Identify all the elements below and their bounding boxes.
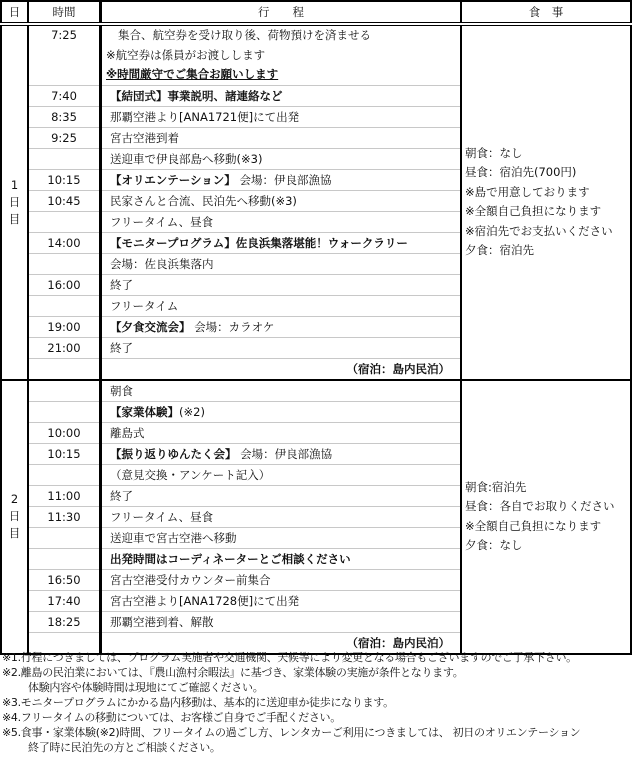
- activity-cell: [101, 148, 462, 169]
- time-cell: [28, 148, 101, 169]
- time-cell: 11:00: [28, 485, 101, 506]
- lodging-label: （宿泊：島内民泊）: [101, 358, 462, 380]
- activity-cell: [101, 506, 462, 527]
- note: 終了時に民泊先の方とご相談ください。: [28, 741, 221, 754]
- time-cell: 19:00: [28, 316, 101, 337]
- meals-cell: [461, 24, 631, 380]
- activity-text: 民家さんと合流、民泊先へ移動(※3): [110, 193, 297, 208]
- activity-line: ※時間厳守でご集合お願いします: [106, 67, 279, 81]
- activity-text: 宮古空港到着: [110, 130, 179, 145]
- activity-cell: [101, 295, 462, 316]
- activity-cell: [101, 401, 462, 422]
- note: ※1.行程につきましては、プログラム実施者や交通機関、天候等により変更となる場合もございますのでご了承下さい。: [2, 651, 577, 664]
- activity-cell: [101, 190, 462, 211]
- header-row: [1, 1, 631, 24]
- activity-cell: [101, 464, 462, 485]
- activity-text: 那覇空港より[ANA1721便]にて出発: [110, 109, 300, 124]
- activity-cell: [101, 106, 462, 127]
- activity-cell: [101, 443, 462, 464]
- footnotes: [2, 650, 580, 755]
- activity-text: 会場：佐良浜集落内: [110, 256, 214, 271]
- time-cell: 7:40: [28, 85, 101, 106]
- day-label-char: 2: [10, 492, 19, 506]
- activity-cell: [101, 85, 462, 106]
- time-cell: [28, 295, 101, 316]
- time-cell: 16:50: [28, 569, 101, 590]
- activity-text: 終了: [110, 277, 133, 292]
- note: ※4.フリータイムの移動については、お客様ご自身でご手配ください。: [2, 711, 341, 724]
- activity-cell: [101, 232, 462, 253]
- meal-line: 朝食:宿泊先: [465, 479, 527, 494]
- meal-line: 朝食：なし: [465, 145, 523, 160]
- time-cell: [28, 253, 101, 274]
- activity-cell: [101, 569, 462, 590]
- activity-cell: [101, 611, 462, 632]
- activity-title: 【振り返りゆんたく会】: [110, 446, 237, 461]
- time-cell: 11:30: [28, 506, 101, 527]
- activity-text: 宮古空港より[ANA1728便]にて出発: [110, 593, 300, 608]
- note: ※5.食事・家業体験(※2)時間、フリータイムの過ごし方、レンタカーご利用につきましては、 初日のオリエンテーション: [2, 726, 581, 739]
- activity-text: フリータイム: [110, 298, 179, 313]
- activity-title: 【家業体験】: [110, 404, 179, 419]
- note: ※2.離島の民泊業においては、『農山漁村余暇法』に基づき、家業体験の実施が条件となります。: [2, 666, 464, 679]
- meals-cell: [461, 380, 631, 654]
- time-cell: 7:25: [28, 24, 101, 85]
- activity-text: 会場：伊良部漁協: [235, 172, 332, 187]
- activity-text: 会場：伊良部漁協: [236, 446, 333, 461]
- day-label-char: 1: [10, 177, 19, 192]
- meal-line: ※宿泊先でお支払いください: [465, 223, 613, 238]
- activity-title: 【オリエンテーション】: [110, 172, 236, 187]
- activity-cell: [101, 485, 462, 506]
- activity-cell: [101, 169, 462, 190]
- activity-cell: [101, 590, 462, 611]
- activity-text: （意見交換・アンケート記入）: [110, 467, 271, 482]
- activity-text: 送迎車で伊良部島へ移動(※3): [110, 151, 263, 166]
- meal-line: 夕食：なし: [465, 538, 523, 552]
- activity-text: (※2): [179, 404, 205, 419]
- time-cell: 9:25: [28, 127, 101, 148]
- activity-text: 宮古空港受付カウンター前集合: [110, 572, 271, 587]
- time-cell: [28, 401, 101, 422]
- header-meals: 食 事: [461, 1, 631, 24]
- time-cell: [28, 380, 101, 402]
- day-label: [1, 380, 28, 654]
- meal-line: 夕食：宿泊先: [465, 243, 534, 258]
- time-cell: 14:00: [28, 232, 101, 253]
- meal-line: ※全額自己負担になります: [465, 204, 602, 219]
- day-label-char: 日: [8, 194, 21, 209]
- activity-cell: [101, 24, 462, 85]
- activity-cell: [101, 211, 462, 232]
- schedule-row: [1, 380, 631, 402]
- lodging-label: （宿泊：島内民泊）: [101, 632, 462, 654]
- activity-text: 終了: [110, 488, 133, 503]
- activity-text: 送迎車で宮古空港へ移動: [110, 530, 237, 545]
- activity-line: ※航空券は係員がお渡しします: [106, 47, 266, 62]
- time-cell: 21:00: [28, 337, 101, 358]
- activity-title: 【夕食交流会】: [110, 319, 191, 334]
- time-cell: 10:00: [28, 422, 101, 443]
- time-cell: 10:15: [28, 443, 101, 464]
- time-cell: 10:15: [28, 169, 101, 190]
- header-day: 日: [1, 1, 28, 24]
- time-cell: [28, 464, 101, 485]
- meal-line: ※島で用意しております: [465, 184, 590, 199]
- note: 体験内容や体験時間は現地にてご確認ください。: [28, 681, 264, 694]
- time-cell: 17:40: [28, 590, 101, 611]
- activity-cell: [101, 316, 462, 337]
- meal-line: 昼食：宿泊先(700円): [465, 165, 577, 180]
- activity-cell: [101, 548, 462, 569]
- schedule-row: [1, 24, 631, 85]
- header-itinerary: 行 程: [101, 1, 462, 24]
- time-cell: 10:45: [28, 190, 101, 211]
- meal-line: ※全額自己負担になります: [465, 518, 602, 533]
- activity-text: フリータイム、昼食: [110, 509, 214, 524]
- time-cell: 18:25: [28, 611, 101, 632]
- day-label-char: 日: [8, 509, 21, 523]
- time-cell: 16:00: [28, 274, 101, 295]
- activity-title: 【結団式】事業説明、諸連絡など: [110, 88, 283, 103]
- activity-cell: [101, 253, 462, 274]
- time-cell: [28, 358, 101, 380]
- header-time: 時間: [28, 1, 101, 24]
- activity-cell: [101, 127, 462, 148]
- activity-text: 終了: [110, 340, 133, 355]
- day-label-char: 目: [8, 211, 21, 226]
- activity-cell: [101, 274, 462, 295]
- day-label: [1, 24, 28, 380]
- meal-line: 昼食：各自でお取りください: [465, 499, 615, 513]
- activity-title: 出発時間はコーディネーターとご相談ください: [110, 551, 351, 566]
- activity-line: 集合、航空券を受け取り後、荷物預けを済ませる: [118, 28, 371, 42]
- activity-text: 離島式: [110, 425, 145, 440]
- note: ※3.モニタープログラムにかかる島内移動は、基本的に送迎車か徒歩になります。: [2, 696, 394, 709]
- time-cell: [28, 548, 101, 569]
- activity-text: フリータイム、昼食: [110, 214, 214, 229]
- day-label-char: 目: [8, 526, 21, 540]
- time-cell: [28, 527, 101, 548]
- time-cell: [28, 211, 101, 232]
- activity-cell: [101, 337, 462, 358]
- activity-cell: [101, 380, 462, 402]
- activity-cell: [101, 527, 462, 548]
- time-cell: 8:35: [28, 106, 101, 127]
- activity-cell: [101, 422, 462, 443]
- activity-text: 会場：カラオケ: [190, 319, 275, 334]
- activity-text: 朝食: [110, 383, 133, 398]
- activity-title: 【モニタープログラム】佐良浜集落堪能！ウォークラリー: [110, 235, 408, 250]
- activity-text: 那覇空港到着、解散: [110, 614, 214, 629]
